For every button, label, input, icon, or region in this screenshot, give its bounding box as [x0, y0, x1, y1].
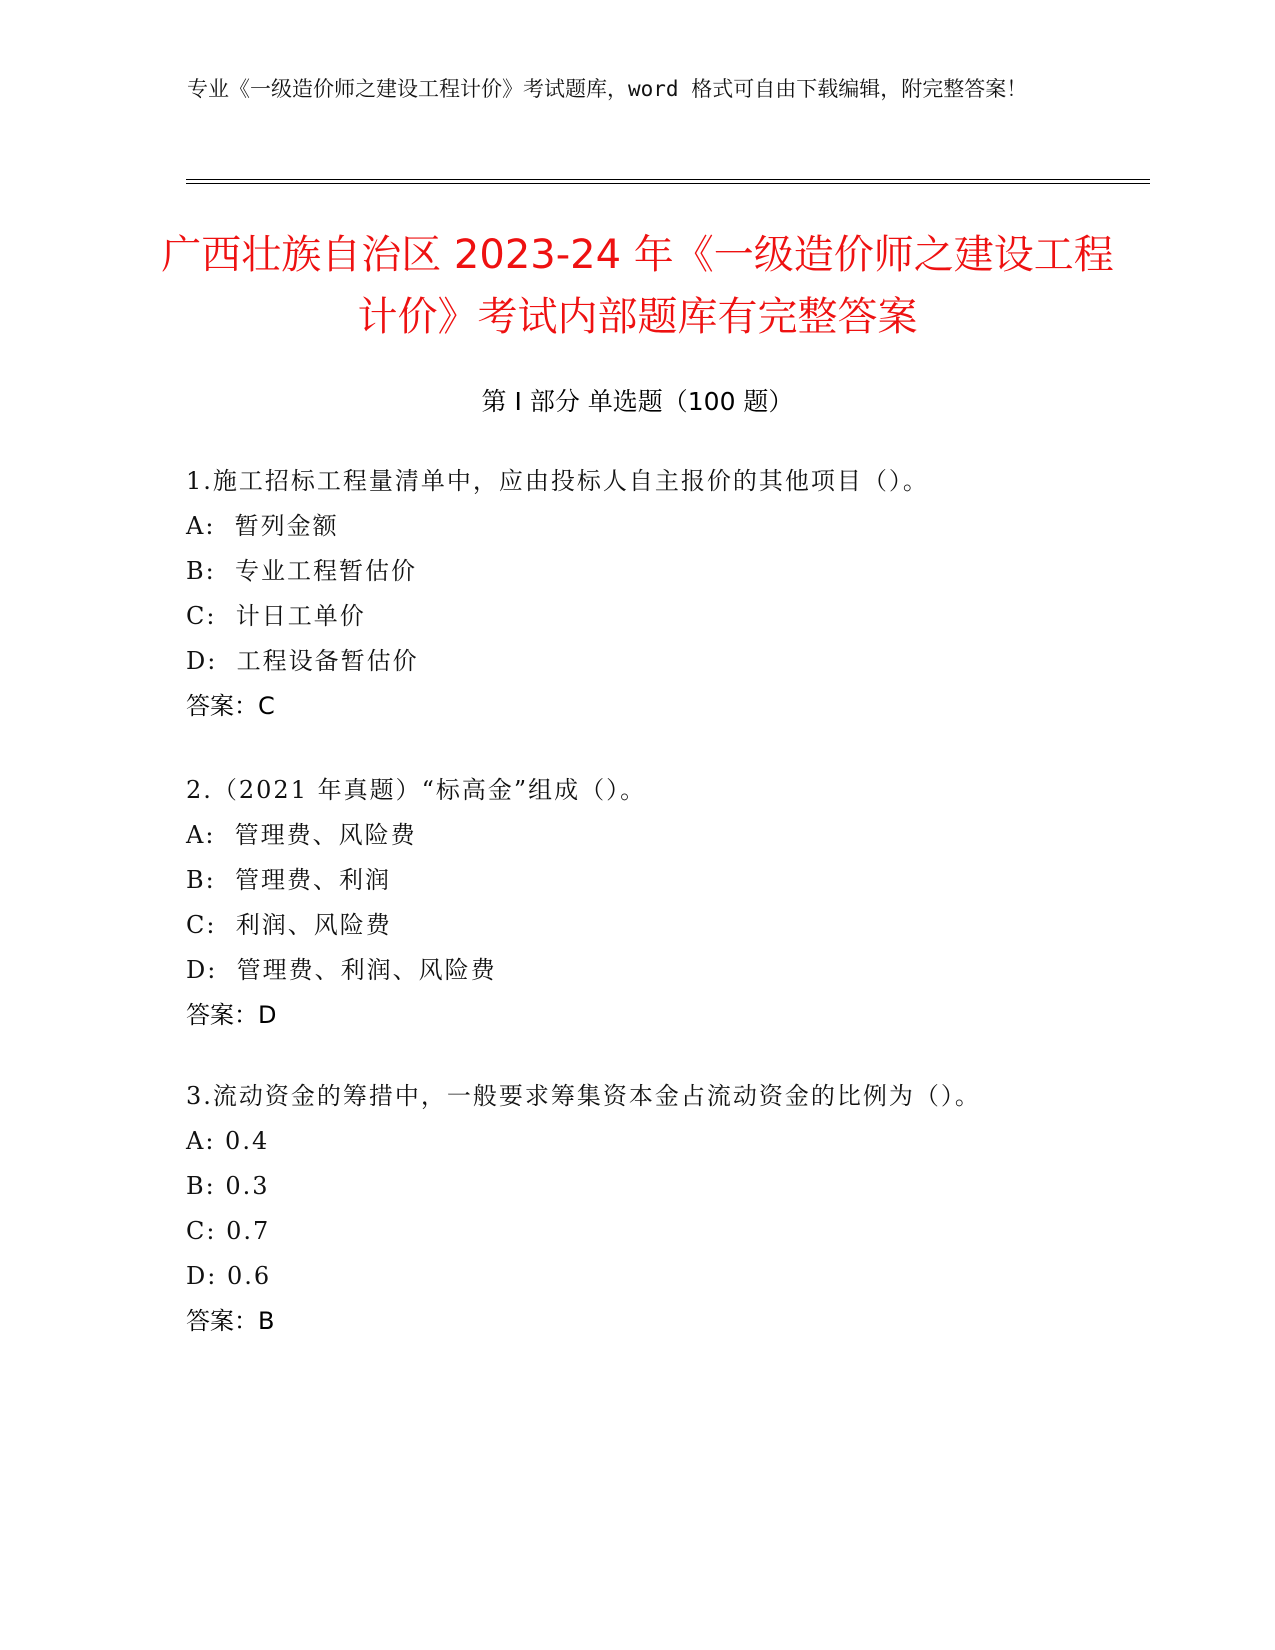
question-stem: 1.施工招标工程量清单中，应由投标人自主报价的其他项目（）。 [186, 467, 929, 495]
question-2 [186, 768, 1066, 1038]
option-d: D: 工程设备暂估价 [186, 647, 419, 675]
question-3 [186, 1074, 1066, 1344]
question-stem: 2.（2021 年真题）“标高金”组成（）。 [186, 776, 647, 804]
option-a: A: 暂列金额 [186, 512, 339, 540]
section-heading: 第 I 部分 单选题（100 题） [481, 387, 794, 416]
header-rule-thick [186, 183, 1150, 184]
document-title: 广西壮族自治区 2023-24 年《一级造价师之建设工程计价》考试内部题库有完整答案 [161, 232, 1114, 340]
option-c: C: 0.7 [186, 1217, 271, 1245]
question-1 [186, 459, 1066, 729]
header-rule-thin [186, 179, 1150, 180]
answer-line: 答案：C [186, 692, 275, 720]
option-d: D: 0.6 [186, 1262, 272, 1290]
option-a: A: 0.4 [186, 1127, 270, 1155]
option-d: D: 管理费、利润、风险费 [186, 956, 497, 984]
option-c: C: 利润、风险费 [186, 911, 392, 939]
header-note: 专业《一级造价师之建设工程计价》考试题库，word 格式可自由下载编辑，附完整答案！ [187, 77, 1028, 101]
answer-line: 答案：B [186, 1307, 275, 1335]
question-stem: 3.流动资金的筹措中，一般要求筹集资本金占流动资金的比例为（）。 [186, 1082, 981, 1110]
option-b: B: 0.3 [186, 1172, 270, 1200]
option-b: B: 专业工程暂估价 [186, 557, 417, 585]
option-a: A: 管理费、风险费 [186, 821, 417, 849]
option-b: B: 管理费、利润 [186, 866, 391, 894]
answer-line: 答案：D [186, 1001, 277, 1029]
option-c: C: 计日工单价 [186, 602, 366, 630]
